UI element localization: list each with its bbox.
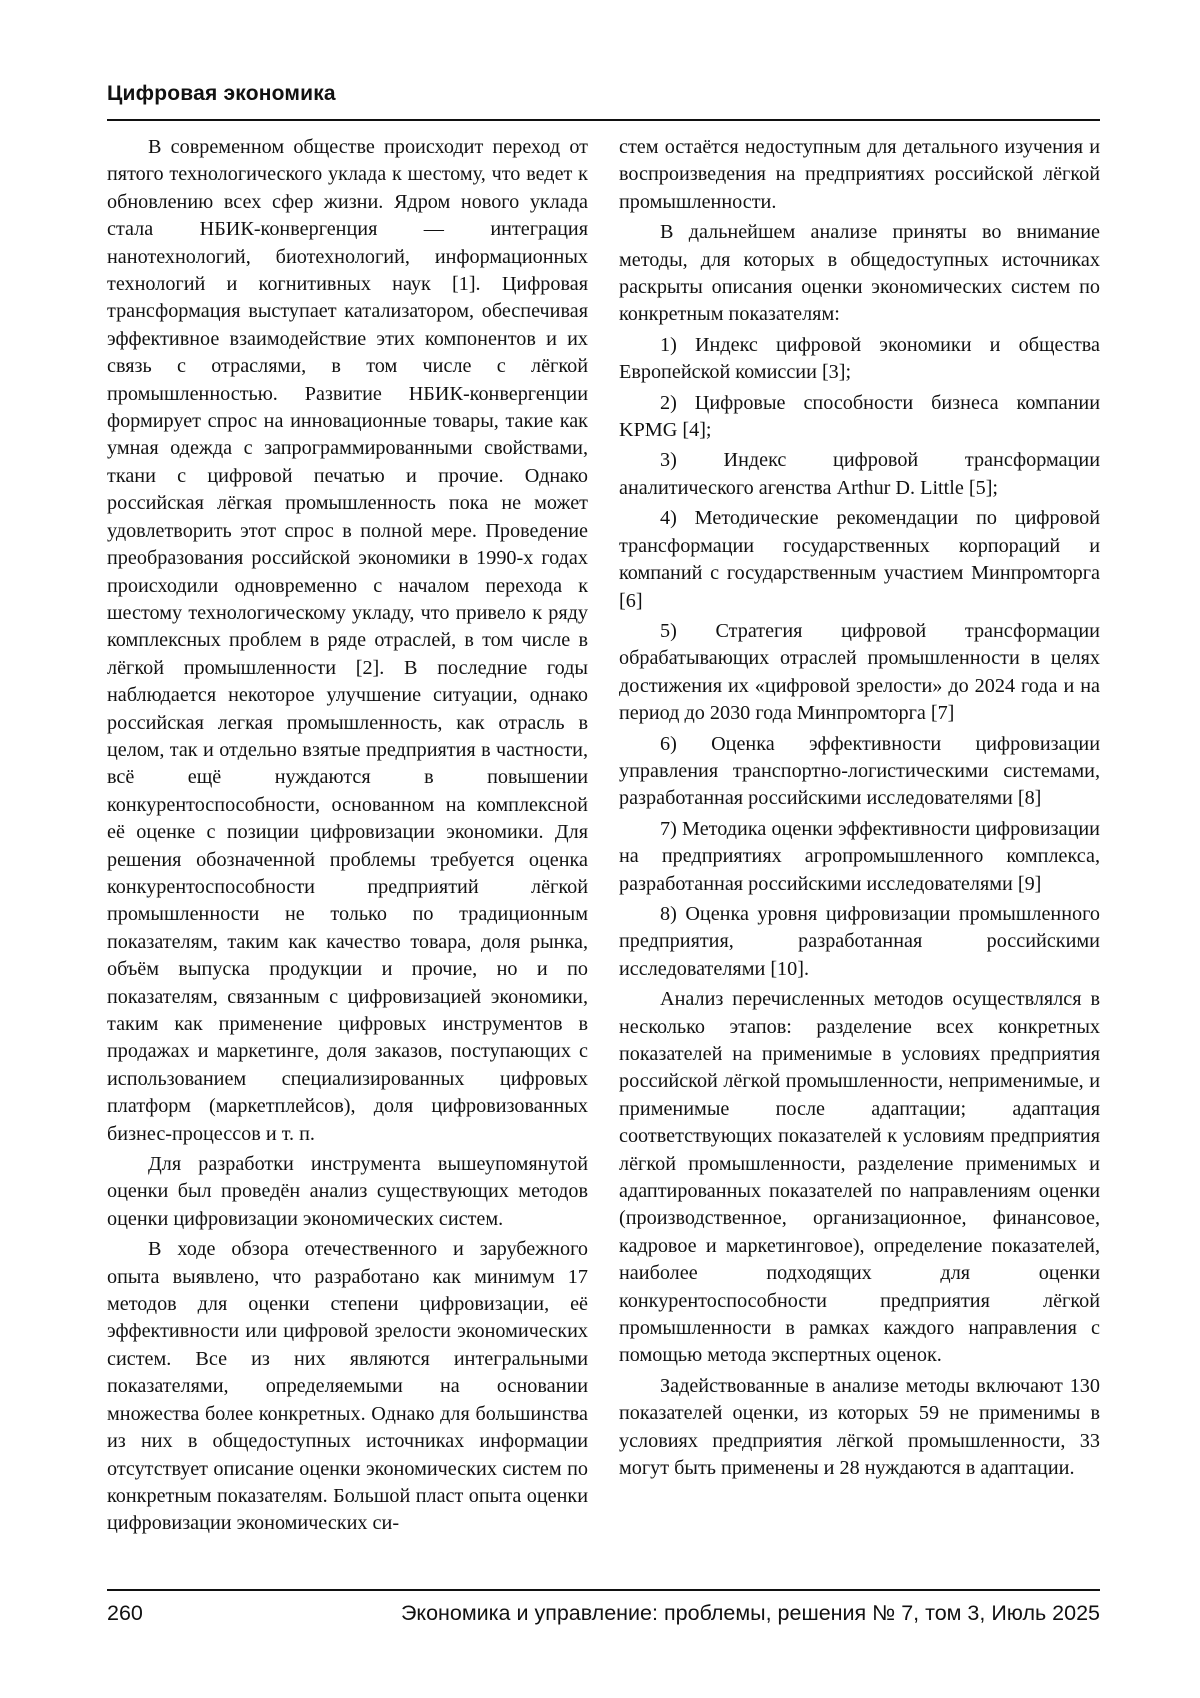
paragraph-intro: В современном обществе происходит переход от пятого технологического уклада к шестому, что ведет к обновлению всех сфер жизни. Ядром нового уклада стала НБИК-конвергенция — интеграция нанотехнологий, биотехнологий, информационных технологий и когнитивных наук [1]. Цифровая трансформация выступает катализатором, обеспечивая эффективное взаимодействие этих компонентов и их связь с отраслями, в том числе с лёгкой промышленностью. Развитие НБИК-конвергенции формирует спрос на инновационные товары, такие как умная одежда с запрограммированными свойствами, ткани с цифровой печатью и прочие. Однако российская лёгкая промышленность пока не может удовлетворить этот спрос в полной мере. Проведение преобразования российской экономики в 1990-х годах происходили одновременно с началом перехода к шестому технологическому укладу, что привело к ряду комплексных проблем в ряде отраслей, в том числе в лёгкой промышленности [2]. В последние годы наблюдается некоторое улучшение ситуации, однако российская легкая промышленность, как отрасль в целом, так и отдельно взятые предприятия в частности, всё ещё нуждаются в повышении конкурентоспособности, основанном на комплексной её оценке с позиции цифровизации экономики. Для решения обозначенной проблемы требуется оценка конкурентоспособности предприятий лёгкой промышленности не только по традиционным показателям, таким как качество товара, доля рынка, объём выпуска продукции и прочие, но и по показателям, связанным с цифровизацией экономики, таким как применение цифровых инструментов в продажах и маркетинге, доля заказов, поступающих с использованием специализированных цифровых платформ (маркетплейсов), доля цифровизованных бизнес-процессов и т. п.: [107, 136, 588, 1145]
footer-rule: [107, 1589, 1100, 1591]
list-item: 7) Методика оценки эффективности цифровизации на предприятиях агропромышленного комплекса, разработанная российскими исследователями [9]: [619, 817, 1100, 895]
journal-info: Экономика и управление: проблемы, решения № 7, том 3, Июль 2025: [400, 1601, 1100, 1625]
right-column: [619, 134, 1100, 1486]
paragraph-conclusion: Задействованные в анализе методы включают 130 показателей оценки, из которых 59 не применимы в условиях предприятия лёгкой промышленности, 33 могут быть применены и 28 нуждаются в адаптации.: [619, 1374, 1100, 1480]
footer: [107, 1601, 1100, 1637]
list-item: 2) Цифровые способности бизнеса компании KPMG [4];: [619, 391, 1100, 442]
left-column: [107, 134, 588, 1541]
section-title: Цифровая экономика: [107, 82, 336, 105]
list-item: 5) Стратегия цифровой трансформации обрабатывающих отраслей промышленности в целях достижения их «цифровой зрелости» до 2024 года и на период до 2030 года Минпромторга [7]: [619, 619, 1100, 725]
list-item: 1) Индекс цифровой экономики и общества Европейской комиссии [3];: [619, 333, 1100, 384]
header-rule: [107, 119, 1100, 121]
paragraph-methods-intro: В дальнейшем анализе приняты во внимание методы, для которых в общедоступных источниках раскрыты описания оценки экономических систем по конкретным показателям:: [619, 221, 1100, 326]
paragraph-review: В ходе обзора отечественного и зарубежного опыта выявлено, что разработано как минимум 17 методов для оценки степени цифровизации, её эффективности или цифровой зрелости экономических систем. Все из них являются интегральными показателями, определяемыми на основании множества более конкретных. Однако для большинства из них в общедоступных источниках информации отсутствует описание оценки экономических систем по конкретным показателям. Большой пласт опыта оценки цифровизации экономических си-: [107, 1238, 588, 1535]
paragraph-analysis: Анализ перечисленных методов осуществлялся в несколько этапов: разделение всех конкретных показателей на применимые в условиях предприятия российской лёгкой промышленности, неприменимые, и применимые после адаптации; адаптация соответствующих показателей к условиям предприятия лёгкой промышленности, разделение применимых и адаптированных показателей по направлениям оценки (производственное, организационное, финансовое, кадровое и маркетинговое), определение показателей, наиболее подходящих для оценки конкурентоспособности предприятия лёгкой промышленности в рамках каждого направления с помощью метода экспертных оценок.: [619, 988, 1100, 1367]
list-item: 4) Методические рекомендации по цифровой трансформации государственных корпораций и компаний с государственным участием Минпромторга [6]: [619, 507, 1100, 612]
paragraph-tool: Для разработки инструмента вышеупомянутой оценки был проведён анализ существующих методов оценки цифровизации экономических систем.: [107, 1153, 588, 1230]
list-item: 8) Оценка уровня цифровизации промышленного предприятия, разработанная российскими исследователями [10].: [619, 902, 1100, 980]
page-number: 260: [107, 1601, 143, 1625]
list-item: 6) Оценка эффективности цифровизации управления транспортно-логистическими системами, разработанная российскими исследователями [8]: [619, 732, 1100, 810]
paragraph-continuation: стем остаётся недоступным для детального изучения и воспроизведения на предприятиях российской лёгкой промышленности.: [619, 136, 1100, 213]
list-item: 3) Индекс цифровой трансформации аналитического агенства Arthur D. Little [5];: [619, 449, 1100, 499]
